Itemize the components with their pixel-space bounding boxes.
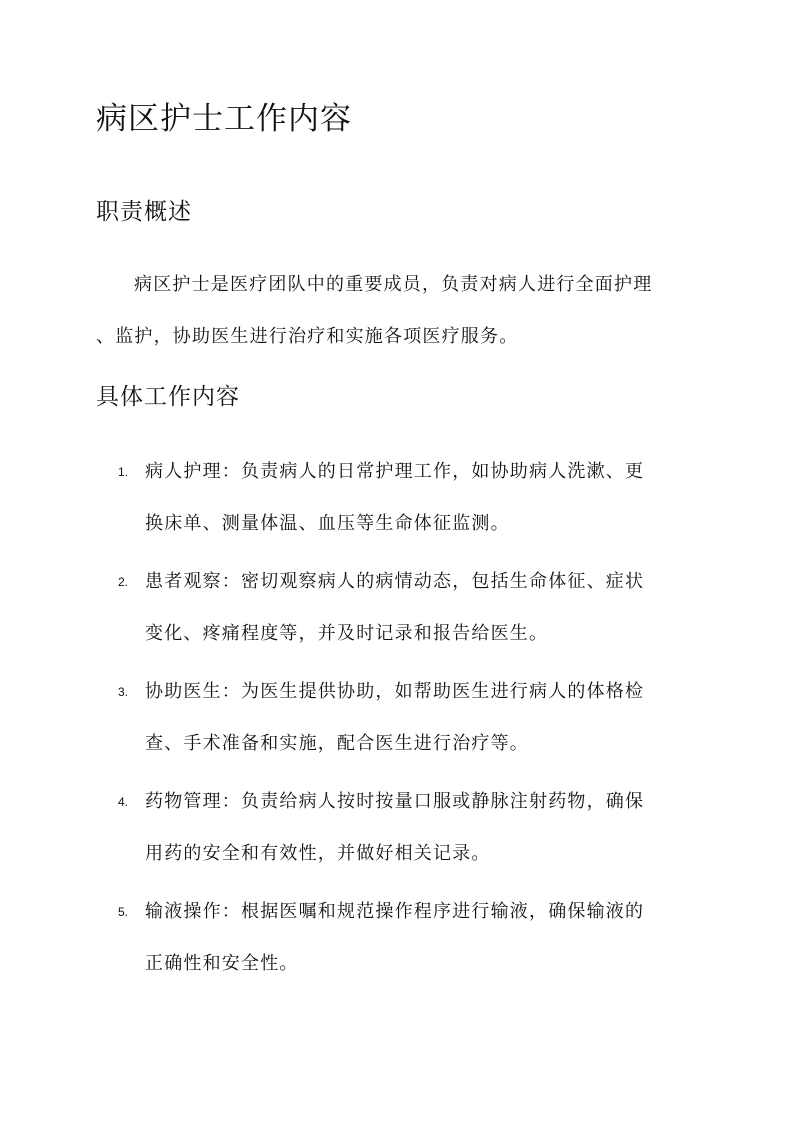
document-title: 病区护士工作内容 xyxy=(96,101,352,137)
list-item-number: 1. xyxy=(118,465,129,479)
list-item-number: 4. xyxy=(118,795,129,809)
list-item-text xyxy=(145,776,644,880)
list-item-number: 2. xyxy=(118,575,129,589)
list-item-line: 药物管理：负责给病人按时按量口服或静脉注射药物，确保 xyxy=(145,791,645,812)
list-item-number: 3. xyxy=(118,685,129,699)
list-item-text xyxy=(145,886,644,990)
list-item-line: 用药的安全和有效性，并做好相关记录。 xyxy=(145,843,491,864)
list-item-line: 变化、疼痛程度等，并及时记录和报告给医生。 xyxy=(145,623,549,644)
list-item-line: 病人护理：负责病人的日常护理工作，如协助病人洗漱、更 xyxy=(145,461,645,482)
overview-line: 、监护，协助医生进行治疗和实施各项医疗服务。 xyxy=(96,326,519,347)
section-heading-details: 具体工作内容 xyxy=(96,384,240,410)
list-item-line: 协助医生：为医生提供协助，如帮助医生进行病人的体格检 xyxy=(145,681,645,702)
list-item-line: 换床单、测量体温、血压等生命体征监测。 xyxy=(145,513,510,534)
list-item-text xyxy=(145,666,644,770)
list-item-line: 正确性和安全性。 xyxy=(145,953,299,974)
list-item-line: 患者观察：密切观察病人的病情动态，包括生命体征、症状 xyxy=(145,571,645,592)
overview-paragraph xyxy=(96,259,706,363)
list-item-line: 查、手术准备和实施，配合医生进行治疗等。 xyxy=(145,733,529,754)
overview-line: 病区护士是医疗团队中的重要成员，负责对病人进行全面护理 xyxy=(134,274,653,295)
list-item-text xyxy=(145,446,644,550)
list-item-number: 5. xyxy=(118,905,129,919)
list-item-text xyxy=(145,556,644,660)
list-item-line: 输液操作：根据医嘱和规范操作程序进行输液，确保输液的 xyxy=(145,901,645,922)
section-heading-overview: 职责概述 xyxy=(96,199,192,225)
